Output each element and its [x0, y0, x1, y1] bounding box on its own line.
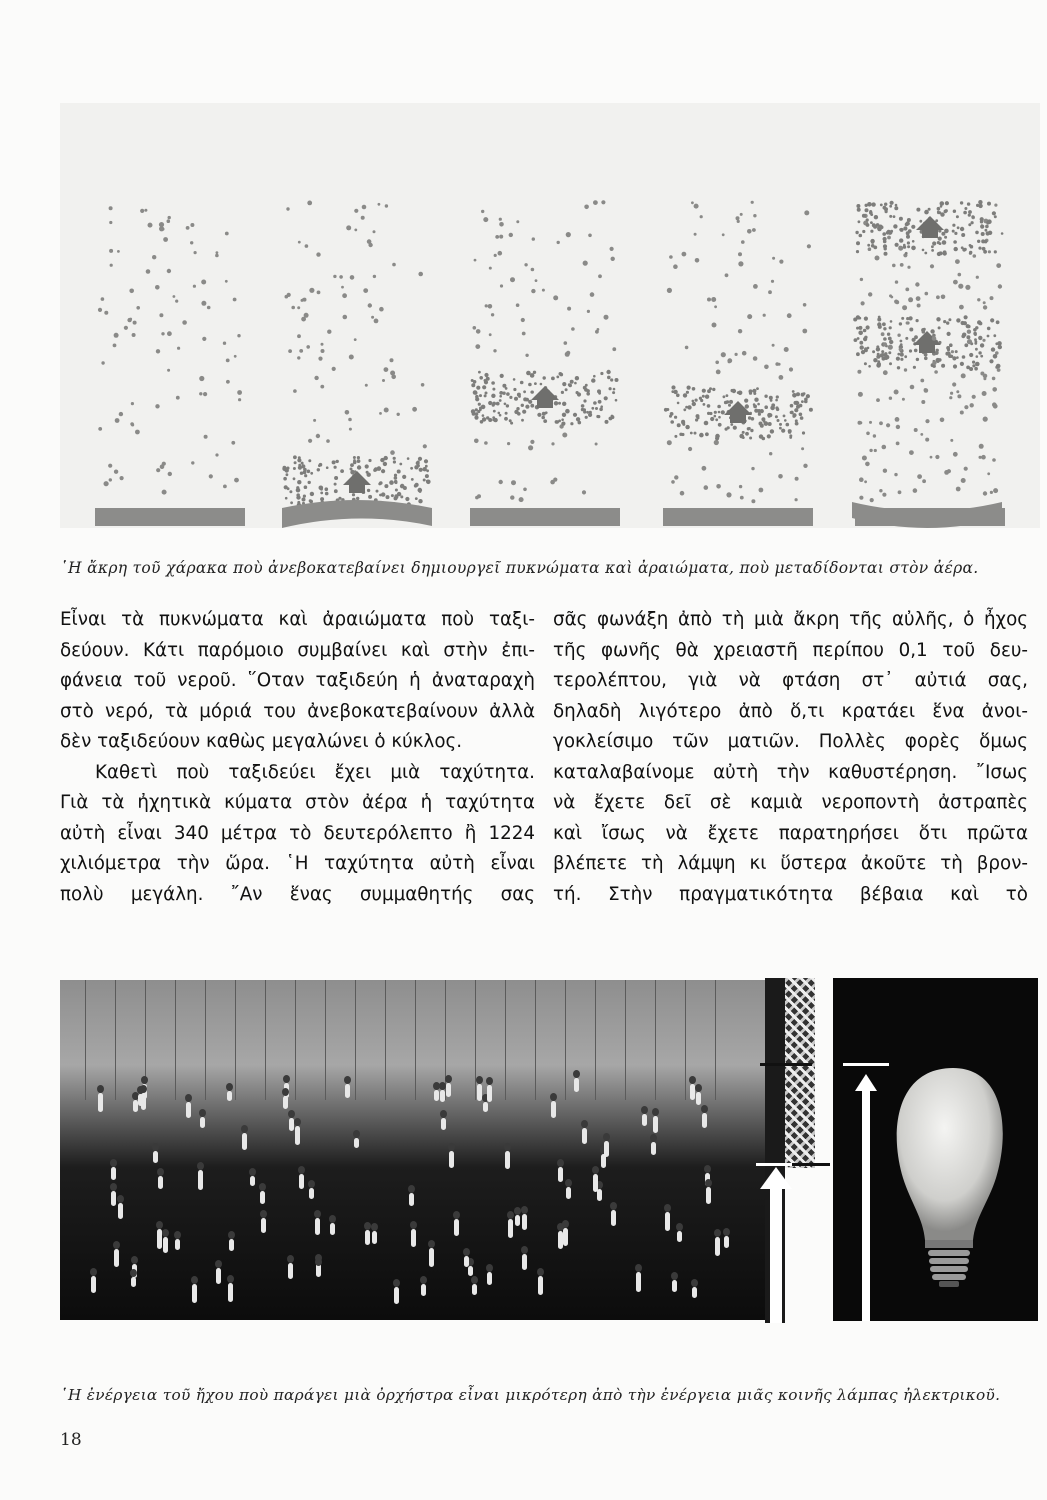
musician-head — [393, 1279, 400, 1287]
paragraph-1 — [60, 605, 535, 758]
musician-head — [592, 1166, 599, 1174]
musician-shirt — [175, 1239, 180, 1250]
musician-head — [453, 1211, 460, 1219]
wall-panel-line — [85, 980, 86, 1100]
musician-shirt — [505, 1151, 510, 1169]
musician-head — [537, 1268, 544, 1276]
musician-shirt — [111, 1167, 116, 1181]
musician-shirt — [158, 1176, 163, 1189]
musician-head — [227, 1275, 234, 1283]
musician-shirt — [692, 1287, 697, 1298]
musician-head — [371, 1223, 378, 1231]
musician-head — [521, 1246, 528, 1254]
musician-head — [410, 1221, 417, 1229]
energy-comparison-figure — [60, 978, 1040, 1323]
musician-head — [664, 1204, 671, 1212]
musician-shirt — [409, 1193, 414, 1206]
musician-shirt — [440, 1090, 445, 1102]
musician-shirt — [372, 1231, 377, 1244]
text-line: βλέπετε τὴ λάμψη κι ὕστερα ἀκοῦτε τὴ βρον- — [553, 853, 1028, 874]
top-figure-caption: ῾Η ἄκρη τοῦ χάρακα ποὺ ἀνεβοκατεβαίνει δημιουργεῖ πυκνώματα καὶ ἀραιώματα, ποὺ μεταδίδονται στὸν ἀέρα. — [60, 559, 979, 577]
musician-shirt — [522, 1214, 527, 1229]
musician-shirt — [250, 1176, 255, 1186]
musician-head — [288, 1110, 295, 1118]
text-line: φάνεια τοῦ νεροῦ. ῞Οταν ταξιδεύη ἡ ἀναταραχὴ — [60, 670, 535, 691]
musician-head — [294, 1118, 301, 1126]
musician-head — [723, 1228, 730, 1236]
musician-shirt — [551, 1101, 556, 1118]
paragraph-3 — [553, 605, 1028, 910]
paragraph-2 — [60, 758, 535, 911]
musician-head — [650, 1134, 657, 1142]
musician-head — [157, 1168, 164, 1176]
musician-shirt — [724, 1236, 729, 1248]
musician-head — [215, 1260, 222, 1268]
musician-shirt — [131, 1277, 136, 1287]
musician-head — [162, 1229, 169, 1237]
musician-head — [260, 1210, 267, 1218]
musician-shirt — [186, 1102, 191, 1118]
musician-head — [671, 1272, 678, 1280]
figure-panel-1 — [90, 198, 250, 538]
musician-head — [287, 1255, 294, 1263]
musician-head — [428, 1240, 435, 1248]
text-line: καταλαβαίνομε αὐτὴ τὴν καθυστέρηση. ῎Ισως — [553, 761, 1028, 783]
musician-shirt — [192, 1284, 197, 1303]
musician-head — [110, 1183, 117, 1191]
musician-shirt — [477, 1084, 482, 1101]
text-line: γοκλείσιμο τῶν ματιῶν. Πολλὲς φορὲς ὅμως — [553, 731, 1028, 752]
musician-shirt — [574, 1078, 579, 1092]
musician-shirt — [611, 1210, 616, 1226]
lattice-pattern-overlay — [785, 978, 815, 1168]
wall-panel-line — [565, 980, 566, 1100]
musician-shirt — [153, 1151, 158, 1163]
musician-head — [448, 1143, 455, 1151]
musician-shirt — [464, 1256, 469, 1268]
figure-panel-3 — [465, 198, 625, 538]
musician-head — [476, 1076, 483, 1084]
musician-shirt — [198, 1170, 203, 1190]
musician-head — [226, 1083, 233, 1091]
text-line: χιλιόμετρα τὴν ὥρα. ῾Η ταχύτητα αὐτὴ εἶναι — [60, 853, 535, 874]
musician-shirt — [651, 1142, 656, 1155]
text-line: Γιὰ τὰ ἠχητικὰ κύματα στὸν ἀέρα ἡ ταχύτητα — [60, 792, 535, 813]
text-line: τερολέπτου, γιὰ νὰ φτάση στ᾽ αὐτιά σας, — [553, 670, 1028, 691]
musician-shirt — [483, 1102, 488, 1112]
musician-head — [344, 1076, 351, 1084]
text-line: σᾶς φωνάξη ἀπὸ τὴ μιὰ ἄκρη τῆς αὐλῆς, ὁ ἦχος — [553, 609, 1028, 630]
wall-panel-line — [115, 980, 116, 1100]
text-line: νὰ ἔχετε δεῖ σὲ καμιὰ νεροποντὴ ἀστραπὲς — [553, 792, 1028, 813]
musician-head — [174, 1231, 181, 1239]
text-line: πολὺ μεγάλη. ῎Αν ἕνας συμμαθητής σας — [60, 883, 535, 905]
figure-panel-2 — [277, 198, 437, 538]
musician-head — [689, 1076, 696, 1084]
musician-head — [353, 1130, 360, 1138]
musician-head — [110, 1159, 117, 1167]
musician-head — [705, 1179, 712, 1187]
energy-arrow-short — [752, 1163, 832, 1323]
musician-head — [557, 1223, 564, 1231]
text-line: τῆς φωνῆς θὰ χρειαστῆ περίπου 0,1 τοῦ δευ- — [553, 639, 1028, 661]
musician-shirt — [421, 1284, 426, 1296]
musician-head — [486, 1077, 493, 1085]
right-column — [553, 605, 1028, 910]
musician-shirt — [515, 1215, 520, 1226]
text-line: δεύουν. Κάτι παρόμοιο συμβαίνει καὶ στὴν ἐπι- — [60, 639, 535, 661]
musician-shirt — [706, 1187, 711, 1203]
musician-shirt — [316, 1266, 321, 1277]
text-line: τή. Στὴν πραγματικότητα βέβαια καὶ τὸ — [553, 883, 1028, 905]
text-line: Εἶναι τὰ πυκνώματα καὶ ἀραιώματα ποὺ ταξι- — [60, 609, 535, 630]
wall-panel-line — [505, 980, 506, 1100]
musician-head — [315, 1258, 322, 1266]
musician-shirt — [566, 1187, 571, 1199]
wall-panel-line — [535, 980, 536, 1100]
musician-shirt — [563, 1228, 568, 1246]
musician-head — [463, 1248, 470, 1256]
musician-shirt — [394, 1287, 399, 1304]
text-line: στὸ νερό, τὰ μόριά του ἀνεβοκατεβαίνουν ἀλλὰ — [60, 700, 535, 722]
musician-head — [581, 1120, 588, 1128]
musician-head — [521, 1206, 528, 1214]
musician-shirt — [295, 1126, 300, 1145]
musician-shirt — [365, 1230, 370, 1245]
light-bulb-icon — [833, 978, 1038, 1321]
musician-head — [704, 1165, 711, 1173]
musician-head — [282, 1088, 289, 1096]
musician-head — [635, 1264, 642, 1272]
musician-shirt — [593, 1174, 598, 1191]
musician-shirt — [345, 1084, 350, 1098]
musician-head — [241, 1125, 248, 1133]
musician-shirt — [690, 1084, 695, 1100]
wall-panel-line — [265, 980, 266, 1100]
musician-shirt — [229, 1239, 234, 1252]
wall-panel-line — [415, 980, 416, 1100]
musician-shirt — [114, 1249, 119, 1266]
wall-panel-line — [715, 980, 716, 1100]
musician-head — [439, 1082, 446, 1090]
musician-shirt — [715, 1237, 720, 1256]
musician-head — [486, 1264, 493, 1272]
wall-panel-line — [385, 980, 386, 1100]
musician-shirt — [299, 1174, 304, 1190]
musician-shirt — [454, 1219, 459, 1236]
musician-head — [691, 1279, 698, 1287]
musician-head — [156, 1221, 163, 1229]
musician-head — [514, 1207, 521, 1215]
musician-shirt — [163, 1237, 168, 1253]
musician-head — [445, 1075, 452, 1083]
wall-panel-line — [295, 980, 296, 1100]
musician-head — [714, 1229, 721, 1237]
musician-shirt — [538, 1276, 543, 1294]
musician-head — [652, 1108, 659, 1116]
musician-shirt — [200, 1117, 205, 1128]
musician-shirt — [118, 1203, 123, 1219]
musician-head — [197, 1162, 204, 1170]
musician-head — [113, 1241, 120, 1249]
musician-head — [557, 1159, 564, 1167]
wall-panel-line — [625, 980, 626, 1100]
musician-head — [573, 1070, 580, 1078]
wall-panel-line — [325, 980, 326, 1100]
musician-shirt — [228, 1283, 233, 1302]
musician-head — [610, 1202, 617, 1210]
musician-shirt — [677, 1231, 682, 1242]
musician-shirt — [604, 1141, 609, 1157]
musician-shirt — [330, 1223, 335, 1236]
left-column — [60, 605, 535, 910]
musician-head — [259, 1183, 266, 1191]
musician-shirt — [91, 1276, 96, 1293]
musician-head — [314, 1210, 321, 1218]
musician-shirt — [98, 1093, 103, 1112]
musician-shirt — [138, 1094, 143, 1106]
musician-head — [228, 1231, 235, 1239]
musician-shirt — [354, 1138, 359, 1148]
musician-shirt — [449, 1151, 454, 1169]
musician-shirt — [434, 1090, 439, 1102]
bottom-figure-caption: ῾Η ἐνέργεια τοῦ ἤχου ποὺ παράγει μιὰ ὀρχήστρα εἶναι μικρότερη ἀπὸ τὴν ἐνέργεια μιᾶς κοινῆς λάμπας ἠλεκτρικοῦ. — [60, 1386, 1001, 1404]
musician-head — [185, 1094, 192, 1102]
musician-head — [565, 1179, 572, 1187]
wall-panel-line — [175, 980, 176, 1100]
musician-shirt — [636, 1272, 641, 1291]
musician-shirt — [672, 1280, 677, 1292]
musician-head — [97, 1085, 104, 1093]
musician-head — [131, 1256, 138, 1264]
musician-head — [117, 1195, 124, 1203]
musician-shirt — [696, 1092, 701, 1105]
musician-shirt — [642, 1114, 647, 1126]
musician-head — [504, 1143, 511, 1151]
wall-panel-line — [685, 980, 686, 1100]
text-line: δὲν ταξιδεύουν καθὼς μεγαλώνει ὁ κύκλος. — [60, 731, 463, 752]
musician-head — [329, 1215, 336, 1223]
musician-shirt — [653, 1116, 658, 1133]
musician-head — [408, 1185, 415, 1193]
text-line: Καθετὶ ποὺ ταξιδεύει ἔχει μιὰ ταχύτητα. — [95, 761, 535, 783]
musician-shirt — [315, 1218, 320, 1235]
musician-shirt — [597, 1189, 602, 1201]
wall-panel-line — [205, 980, 206, 1100]
musician-shirt — [558, 1231, 563, 1248]
musician-shirt — [309, 1188, 314, 1199]
text-line: καὶ ἴσως νὰ ἔχετε παρατηρήσει ὅτι πρῶτα — [553, 822, 1028, 844]
musician-shirt — [260, 1191, 265, 1204]
musician-head — [641, 1106, 648, 1114]
musician-shirt — [508, 1219, 513, 1238]
musician-shirt — [216, 1268, 221, 1284]
page-number: 18 — [60, 1430, 82, 1450]
musician-head — [283, 1075, 290, 1083]
text-line: αὐτὴ εἶναι 340 μέτρα τὸ δευτερόλεπτο ἢ 1224 — [60, 822, 535, 844]
musician-shirt — [558, 1167, 563, 1182]
musician-shirt — [288, 1263, 293, 1279]
musician-head — [152, 1143, 159, 1151]
level-mark-lamp — [760, 1063, 812, 1066]
musician-head — [507, 1211, 514, 1219]
musician-head — [550, 1093, 557, 1101]
musician-head — [695, 1084, 702, 1092]
musician-head — [249, 1168, 256, 1176]
musician-shirt — [522, 1254, 527, 1270]
musician-head — [308, 1180, 315, 1188]
musician-head — [90, 1268, 97, 1276]
figure-panel-4 — [658, 198, 818, 538]
musician-shirt — [441, 1118, 446, 1130]
musician-shirt — [261, 1218, 266, 1233]
musician-head — [141, 1076, 148, 1084]
musician-head — [471, 1276, 478, 1284]
musician-head — [676, 1223, 683, 1231]
musician-head — [420, 1276, 427, 1284]
light-bulb-photo — [833, 978, 1038, 1321]
musician-shirt — [487, 1085, 492, 1102]
musician-shirt — [111, 1191, 116, 1207]
wall-panel-line — [655, 980, 656, 1100]
musician-shirt — [411, 1229, 416, 1247]
musician-head — [701, 1105, 708, 1113]
musician-shirt — [468, 1266, 473, 1276]
musician-shirt — [446, 1083, 451, 1097]
musician-shirt — [702, 1113, 707, 1128]
musician-shirt — [582, 1128, 587, 1144]
musician-shirt — [487, 1272, 492, 1284]
musician-head — [191, 1276, 198, 1284]
wall-panel-line — [355, 980, 356, 1100]
musician-head — [603, 1133, 610, 1141]
musician-shirt — [429, 1248, 434, 1267]
musician-shirt — [665, 1212, 670, 1231]
musician-head — [199, 1109, 206, 1117]
musician-head — [364, 1222, 371, 1230]
musician-shirt — [242, 1133, 247, 1151]
musician-head — [440, 1110, 447, 1118]
text-line: δηλαδὴ λιγότερο ἀπὸ ὅ,τι κρατάει ἕνα ἀνοι- — [553, 700, 1028, 722]
musician-shirt — [283, 1096, 288, 1109]
musician-shirt — [289, 1118, 294, 1130]
figure-panel-6 — [850, 198, 1010, 538]
musician-shirt — [157, 1229, 162, 1249]
musician-head — [298, 1166, 305, 1174]
wall-panel-line — [595, 980, 596, 1100]
musician-shirt — [227, 1091, 232, 1102]
wall-panel-line — [235, 980, 236, 1100]
sound-wave-figure — [60, 103, 1040, 528]
orchestra-photo — [60, 980, 765, 1320]
musician-shirt — [472, 1284, 477, 1295]
